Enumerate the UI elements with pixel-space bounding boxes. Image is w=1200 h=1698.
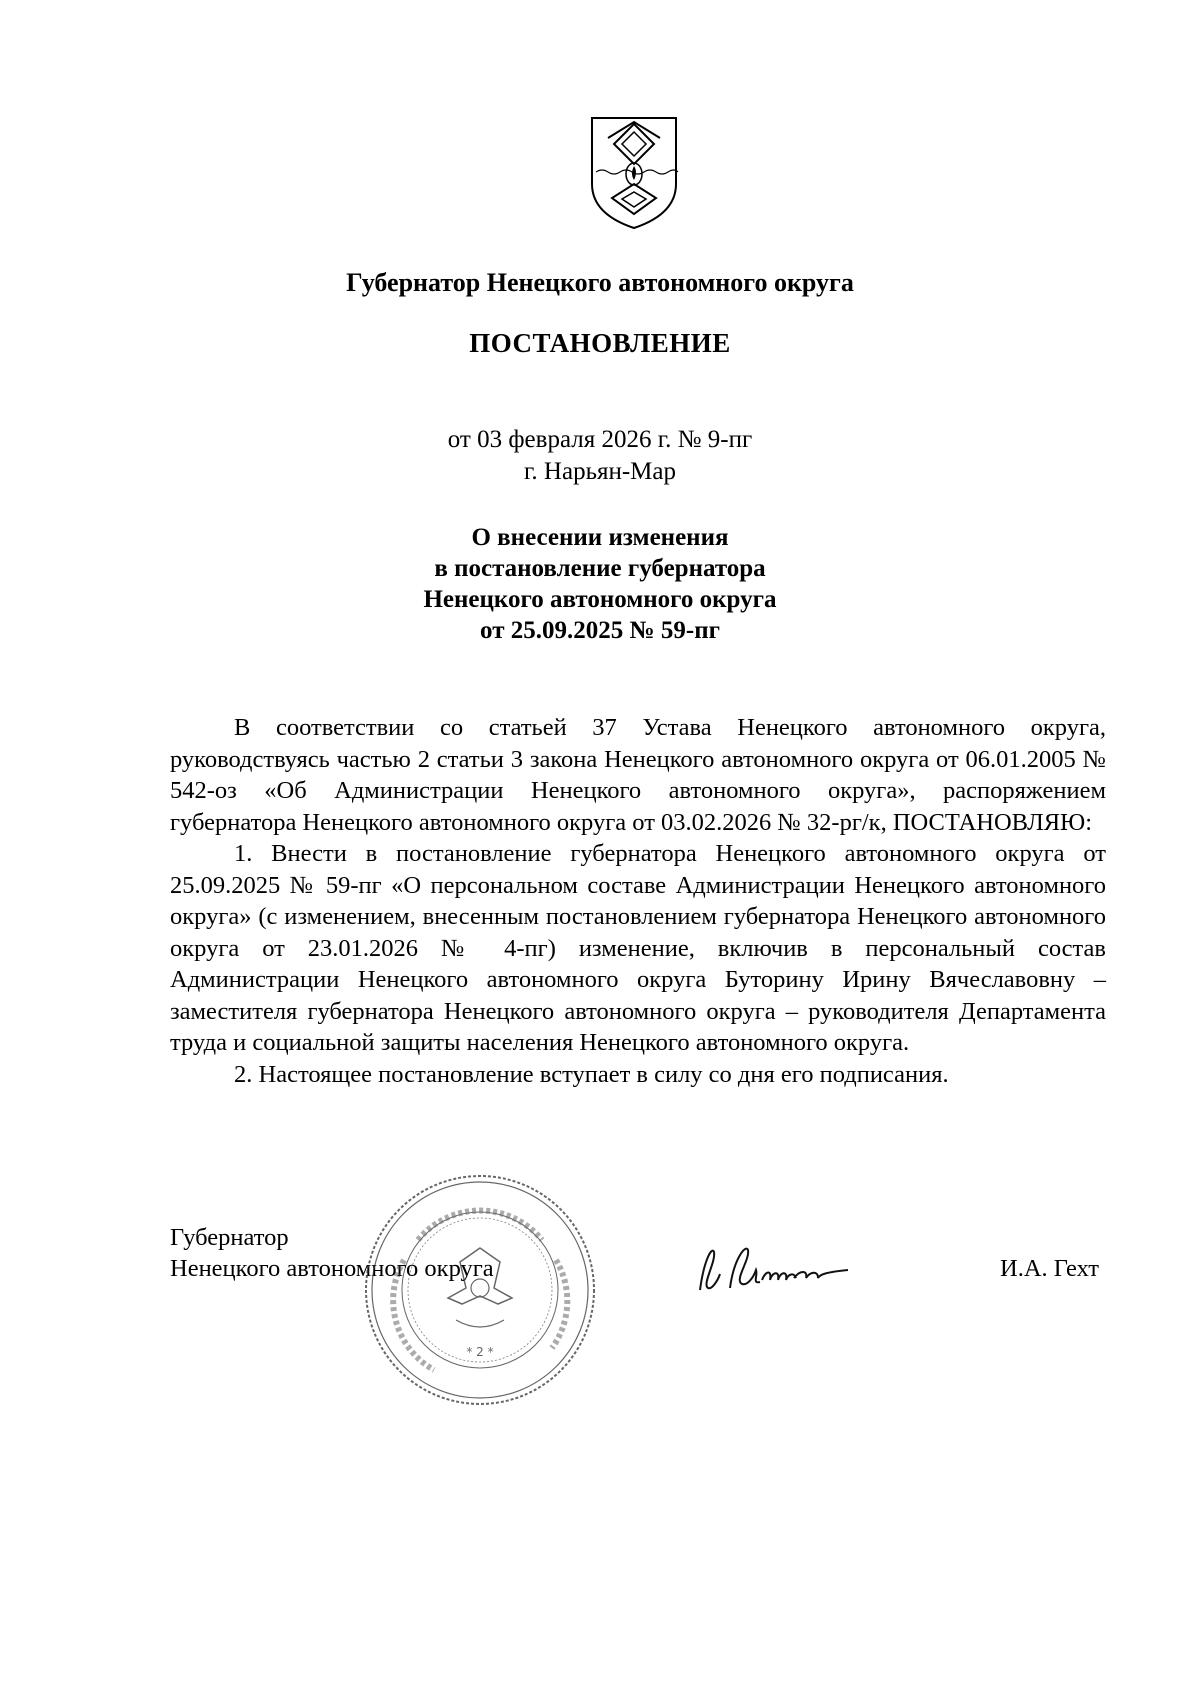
date-number: от 03 февраля 2026 г. № 9-пг (447, 426, 753, 453)
body-paragraph: 1. Внести в постановление губернатора Ненецкого автономного округа от 25.09.2025 № 59-пг «О персональном составе Администрации Ненецкого автономного округа» (с изменением, внесенным постановлением губернатора Ненецкого автономного округа от 23.01.2026 № 4-пг) изменение, включив в персональный состав Администрации Ненецкого автономного округа Буторину Ирину Вячеславовну – заместителя губернатора Ненецкого автономного округа – руководителя Департамента труда и социальной защиты населения Ненецкого автономного округа. (170, 840, 1106, 1056)
document-type: ПОСТАНОВЛЕНИЕ (469, 328, 731, 358)
official-round-seal-icon (360, 1170, 600, 1410)
signatory-name: И.А. Гехт (1000, 1255, 1099, 1282)
issuing-authority: Губернатор Ненецкого автономного округа (346, 268, 854, 297)
title-line: от 25.09.2025 № 59-пг (480, 617, 720, 644)
date-and-place (0, 424, 1200, 488)
position-line: Ненецкого автономного округа (170, 1255, 494, 1282)
body-paragraph: В соответствии со статьей 37 Устава Ненецкого автономного округа, руководствуясь частью 2 статьи 3 закона Ненецкого автономного округа от 06.01.2005 № 542-оз «Об Администрации Ненецкого автономного округа», распоряжением губернатора Ненецкого автономного округа от 03.02.2026 № 32-рг/к, ПОСТАНОВЛЯЮ: (170, 714, 1106, 836)
title-line: в постановление губернатора (434, 555, 766, 582)
document-title (0, 522, 1200, 646)
nenets-coat-of-arms-icon (588, 114, 680, 232)
document-body (170, 712, 1106, 1090)
title-line: Ненецкого автономного округа (423, 586, 777, 613)
body-paragraph: 2. Настоящее постановление вступает в силу со дня его подписания. (234, 1060, 949, 1088)
title-line: О внесении изменения (471, 524, 729, 551)
position-line: Губернатор (170, 1224, 289, 1251)
handwritten-signature-icon (690, 1240, 860, 1300)
svg-text:* 2 *: * 2 * (466, 1345, 494, 1359)
place: г. Нарьян-Мар (523, 458, 676, 485)
